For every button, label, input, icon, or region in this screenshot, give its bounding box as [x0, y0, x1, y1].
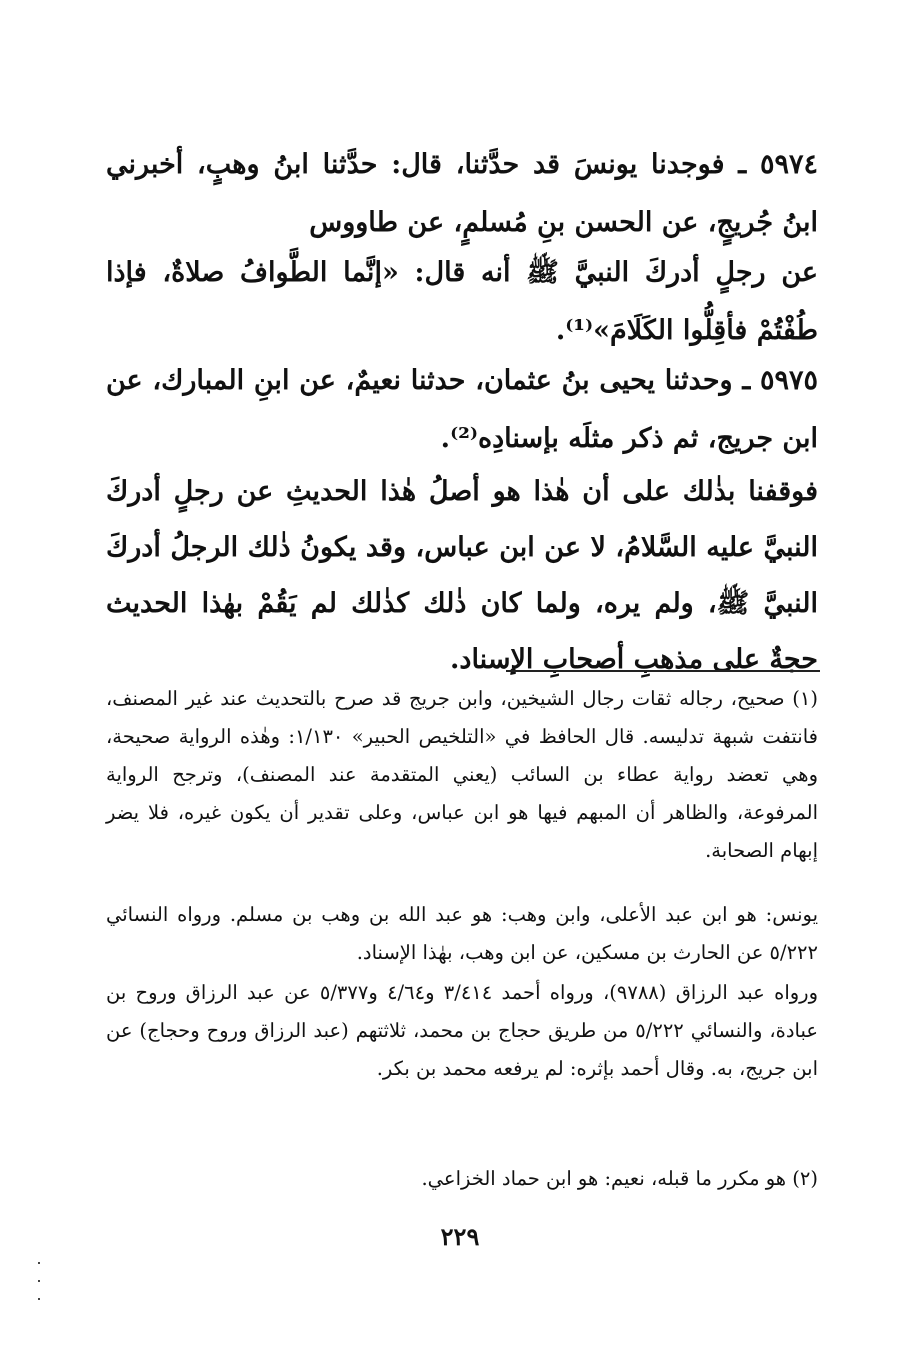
commentary-paragraph: فوقفنا بذٰلك على أن هٰذا هو أصلُ هٰذا الحديثِ عن رجلٍ أدركَ النبيَّ عليه السَّلامُ، لا عن ابن عباس، وقد يكونُ ذٰلك الرجلُ أدركَ النبيَّ ﷺ، ولم يره، ولما كان ذٰلك كذٰلك لم يَقُمْ بهٰذا الحديث حجةٌ على مذهبِ أصحابِ الإسناد. — [106, 476, 818, 675]
hadith-5975: ٥٩٧٥ ـ وحدثنا يحيى بنُ عثمان، حدثنا نعيمٌ، عن ابنِ المبارك، عن ابن جريج، ثم ذكر مثلَه بإسنادِه⁽²⁾. — [106, 365, 818, 454]
scan-speck — [38, 1280, 40, 1282]
scan-speck — [38, 1262, 40, 1264]
footnote-1: (١) صحيح، رجاله ثقات رجال الشيخين، وابن جريج قد صرح بالتحديث عند غير المصنف، فانتفت شبهة تدليسه. قال الحافظ في «التلخيص الحبير» ١/١٣٠: وهٰذه الرواية صحيحة، وهي تعضد رواية عطاء بن السائب (يعني المتقدمة عند المصنف)، وترجح الرواية المرفوعة، والظاهر أن المبهم فيها هو ابن عباس، وعلى تقدير أن يكون غيره، فلا يضر إبهام الصحابة. — [106, 687, 818, 862]
hadith-5974-isnad: ٥٩٧٤ ـ فوجدنا يونسَ قد حدَّثنا، قال: حدَّثنا ابنُ وهبٍ، أخبرني ابنُ جُريجٍ، عن الحسن بنِ مُسلمٍ، عن طاووس — [106, 149, 818, 238]
footnote-1-narrators: يونس: هو ابن عبد الأعلى، وابن وهب: هو عبد الله بن وهب بن مسلم. ورواه النسائي ٥/٢٢٢ عن الحارث بن مسكين، عن ابن وهب، بهٰذا الإسناد. — [106, 903, 818, 964]
footnote-separator — [506, 670, 820, 672]
page-number: ٢٢٩ — [440, 1222, 480, 1251]
scan-speck — [38, 1298, 40, 1300]
hadith-5974-matn: عن رجلٍ أدركَ النبيَّ ﷺ أنه قال: «إنَّما الطَّوافُ صلاةٌ، فإذا طُفْتُمْ فأقِلُّوا الكَلَامَ»⁽¹⁾. — [106, 257, 818, 346]
footnote-2: (٢) هو مكرر ما قبله، نعيم: هو ابن حماد الخزاعي. — [421, 1167, 818, 1190]
footnote-1-sources: ورواه عبد الرزاق (٩٧٨٨)، ورواه أحمد ٣/٤١٤ و٤/٦٤ و٥/٣٧٧ عن عبد الرزاق وروح بن عبادة، والنسائي ٥/٢٢٢ من طريق حجاج بن محمد، ثلاثتهم (عبد الرزاق وروح وحجاج) عن ابن جريج، به. وقال أحمد بإثره: لم يرفعه محمد بن بكر. — [106, 981, 818, 1080]
